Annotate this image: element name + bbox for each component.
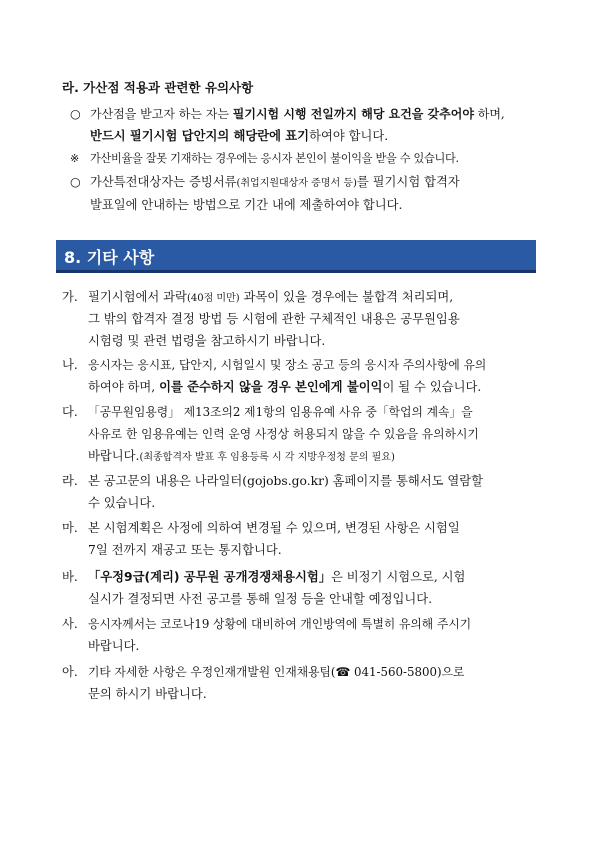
item-marker: 마.	[62, 521, 78, 535]
item-text: 문의 하시기 바랍니다.	[88, 687, 207, 701]
item-text: 「공무원임용령」 제13조의2 제1항의 임용유예 사유 중「학업의 계속」을	[88, 405, 473, 419]
item-text: 응시자는 응시표, 답안지, 시험일시 및 장소 공고 등의 응시자 주의사항에 유의	[88, 358, 487, 372]
note-text: 를 필기시험 합격자	[356, 175, 460, 189]
item-text: 바랍니다.	[88, 449, 140, 463]
item-text: 수 있습니다.	[88, 496, 156, 510]
item-marker: 라.	[62, 474, 78, 488]
item-text: 바랍니다.	[88, 639, 140, 653]
item-text: 본 공고문의 내용은 나라일터(gojobs.go.kr) 홈페이지를 통해서도 열람할	[88, 474, 484, 488]
item-text: 그 밖의 합격자 결정 방법 등 시험에 관한 구체적인 내용은 공무원임용	[88, 312, 460, 326]
note-text: 가산비율을 잘못 기재하는 경우에는 응시자 본인이 불이익을 받을 수 있습니다.	[90, 152, 459, 165]
note-emphasis: 필기시험 시행 전일까지 해당 요건을 갖추어야	[232, 107, 474, 121]
note-text: 발표일에 안내하는 방법으로 기간 내에 제출하여야 합니다.	[90, 198, 403, 212]
item-text: 기타 자세한 사항은 우정인재개발원 인재채용팀(	[88, 665, 336, 679]
item-line	[88, 664, 464, 680]
phone-icon: ☎	[335, 665, 351, 679]
note-text: 하며,	[473, 107, 505, 121]
subsection-title: 라. 가산점 적용과 관련한 유의사항	[62, 80, 254, 95]
note-bullet: ○	[70, 175, 81, 189]
item-marker: 아.	[62, 665, 78, 679]
item-text: 041-560-5800)으로	[350, 665, 465, 679]
item-marker: 사.	[62, 617, 78, 631]
item-small-text: (40점 미만)	[186, 293, 240, 304]
item-marker: 가.	[62, 290, 78, 304]
item-line	[88, 289, 453, 307]
item-small-text: (최종합격자 발표 후 임용등록 시 각 지방우정청 문의 필요)	[139, 452, 395, 463]
section-banner	[56, 240, 536, 273]
item-marker: 다.	[62, 405, 78, 419]
note-small-text: (취업지원대상자 증명서 등)	[236, 178, 357, 189]
item-text: 본 시험계획은 사정에 의하여 변경될 수 있으며, 변경된 사항은 시험일	[88, 521, 460, 535]
item-text: 과목이 있을 경우에는 불합격 처리되며,	[239, 290, 454, 304]
note-asterisk: ※	[70, 152, 80, 165]
note-text: 하여야 합니다.	[309, 129, 389, 143]
item-text: 7일 전까지 재공고 또는 통지합니다.	[88, 543, 282, 557]
item-text: 필기시험에서 과락	[88, 290, 187, 304]
note-emphasis: 반드시 필기시험 답안지의 해당란에 표기	[90, 129, 310, 143]
item-text: 실시가 결정되면 사전 공고를 통해 일정 등을 안내할 예정입니다.	[88, 592, 433, 606]
item-line	[88, 379, 481, 395]
item-marker: 나.	[62, 358, 78, 372]
item-text: 응시자께서는 코로나19 상황에 대비하여 개인방역에 특별히 유의해 주시기	[88, 617, 472, 631]
item-text: 이 될 수 있습니다.	[382, 380, 482, 394]
item-text: 은 비정기 시험으로, 시험	[331, 570, 466, 584]
note-line	[90, 106, 505, 122]
item-emphasis: 이를 준수하지 않을 경우 본인에게 불이익	[159, 380, 383, 394]
item-text: 시험령 및 관련 법령을 참고하시기 바랍니다.	[88, 334, 326, 348]
item-line	[88, 448, 395, 466]
note-bullet: ○	[70, 107, 81, 121]
section-title: 8. 기타 사항	[64, 248, 155, 267]
note-text: 가산점을 받고자 하는 자는	[90, 107, 233, 121]
item-line	[88, 569, 465, 585]
note-line	[90, 174, 460, 192]
item-emphasis: 「우정9급(계리) 공무원 공개경쟁채용시험」	[88, 570, 332, 584]
note-text: 가산특전대상자는 증빙서류	[90, 175, 237, 189]
item-text: 하여야 하며,	[88, 380, 160, 394]
item-marker: 바.	[62, 570, 78, 584]
note-line	[90, 128, 388, 144]
item-text: 사유로 한 임용유예는 인력 운영 사정상 허용되지 않을 수 있음을 유의하시기	[88, 427, 479, 441]
